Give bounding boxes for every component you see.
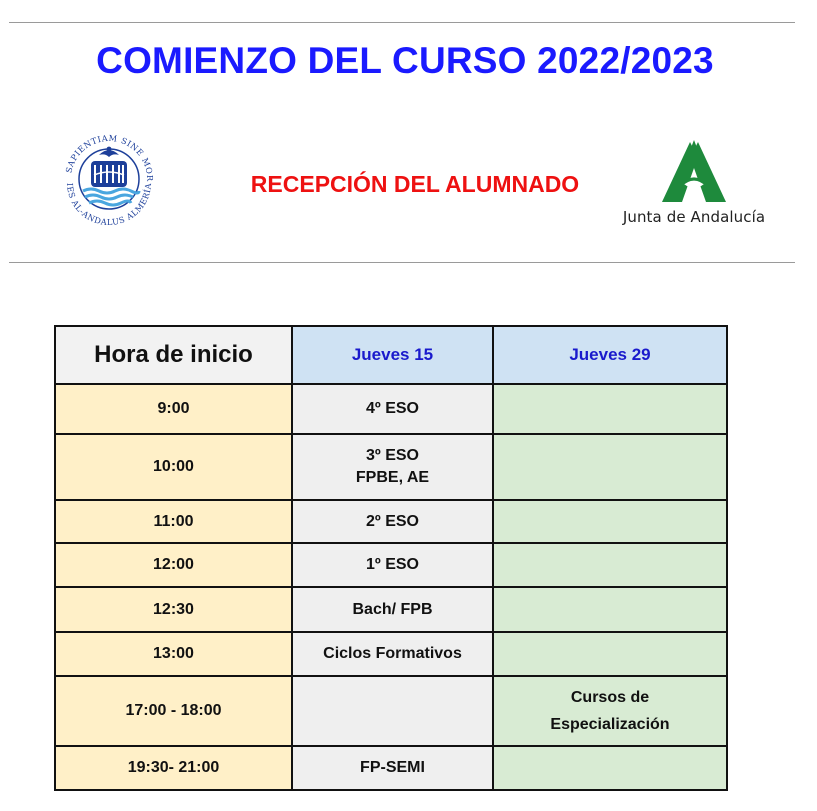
jueves-15-cell [292, 746, 493, 790]
jueves-15-cell [292, 384, 493, 434]
jueves-29-cell [493, 500, 727, 543]
header-jueves-29: Jueves 29 [493, 326, 727, 384]
hour-cell: 11:00 [55, 500, 292, 543]
table-row [55, 746, 727, 790]
jueves-29-cell [493, 587, 727, 632]
table-row [55, 587, 727, 632]
group-label: 2º ESO [366, 512, 419, 530]
jueves-29-cell [493, 746, 727, 790]
jueves-15-cell [292, 676, 493, 746]
hour-cell: 12:30 [55, 587, 292, 632]
jueves-15-cell [292, 434, 493, 500]
hour-cell: 13:00 [55, 632, 292, 676]
jueves-15-cell [292, 500, 493, 543]
hour-cell: 19:30- 21:00 [55, 746, 292, 790]
table-row [55, 632, 727, 676]
group-label: FP-SEMI [360, 759, 425, 776]
ies-logo [55, 125, 163, 233]
junta-logo [604, 136, 784, 236]
jueves-15-cell [292, 587, 493, 632]
top-divider [9, 22, 795, 23]
page-title: COMIENZO DEL CURSO 2022/2023 [96, 40, 714, 81]
jueves-15-cell [292, 543, 493, 587]
jueves-29-cell [493, 632, 727, 676]
group-label: Especialización [550, 716, 670, 733]
table-row [55, 543, 727, 587]
school-seal-icon [55, 125, 163, 233]
table-row [55, 434, 727, 500]
group-label: Cursos de [570, 689, 650, 706]
group-label: Ciclos Formativos [323, 645, 462, 662]
group-label: FPBE, AE [355, 469, 430, 486]
table-header-row [55, 326, 727, 384]
jueves-29-cell [493, 434, 727, 500]
jueves-29-cell [493, 384, 727, 434]
hour-cell: 9:00 [55, 384, 292, 434]
group-label: 4º ESO [366, 400, 419, 417]
header-divider [9, 262, 795, 263]
subtitle: RECEPCIÓN DEL ALUMNADO [250, 171, 580, 197]
header-jueves-15: Jueves 15 [292, 326, 493, 384]
table-row [55, 384, 727, 434]
junta-andalucia-logo-icon [604, 136, 784, 206]
junta-logo-text: Junta de Andalucía [622, 208, 766, 226]
hour-cell: 17:00 - 18:00 [55, 676, 292, 746]
seal-top-text: SAPIENTIAM SINE MOR [63, 132, 156, 182]
jueves-29-cell [493, 543, 727, 587]
group-label: 1º ESO [366, 556, 419, 573]
schedule-table [54, 325, 728, 791]
seal-bottom-text: IES AL-ANDALUS ALMERÍA [64, 182, 154, 228]
jueves-15-cell [292, 632, 493, 676]
group-label: 3º ESO [366, 447, 419, 464]
table-row [55, 676, 727, 746]
hour-cell: 10:00 [55, 434, 292, 500]
header-hora-inicio: Hora de inicio [55, 326, 292, 384]
hour-cell: 12:00 [55, 543, 292, 587]
jueves-29-cell [493, 676, 727, 746]
group-label: Bach/ FPB [352, 600, 433, 618]
table-row [55, 500, 727, 543]
